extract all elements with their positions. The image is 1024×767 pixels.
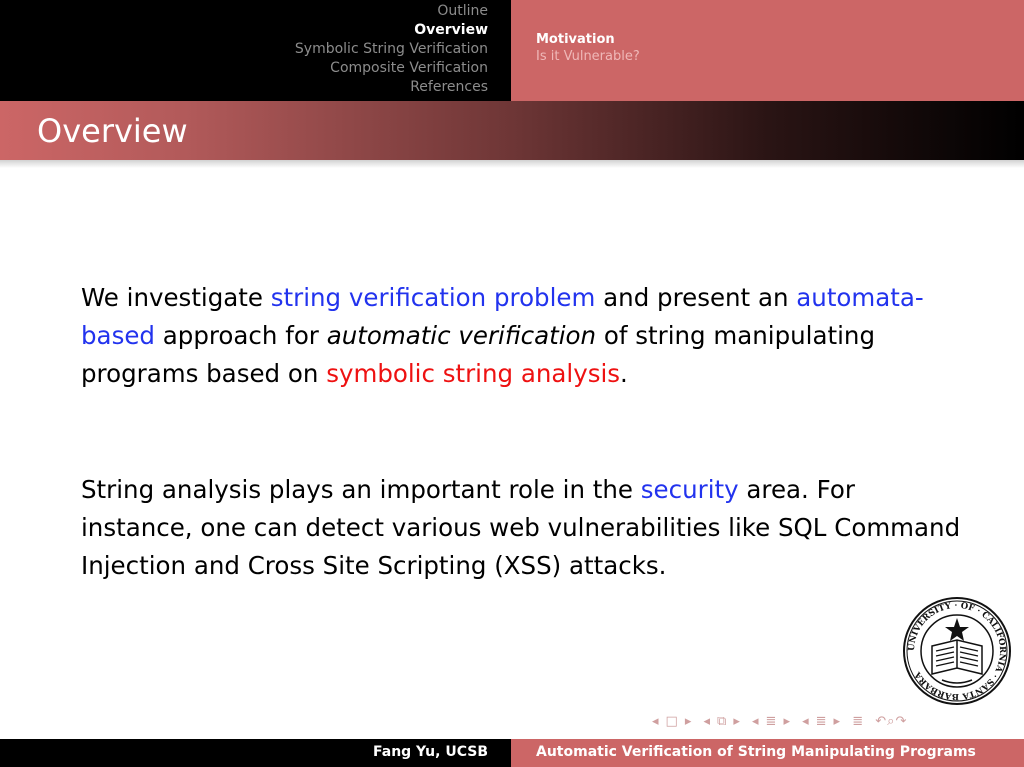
prev-document-arrow-icon[interactable]: ◂ — [802, 714, 810, 729]
nav-section-overview[interactable]: Overview — [414, 22, 488, 38]
text: approach for — [154, 321, 327, 350]
prev-frame-arrow-icon[interactable]: ◂ — [652, 714, 660, 729]
align-icon[interactable]: ≣ — [852, 714, 865, 729]
text: and present an — [595, 283, 797, 312]
seal-ring-text: UNIVERSITY · OF · CALIFORNIA · SANTA BARBARA — [906, 600, 1008, 702]
paragraph-security — [81, 471, 961, 585]
subsection-list — [536, 31, 640, 65]
nav-section-outline[interactable]: Outline — [437, 3, 488, 19]
nav-subsection-motivation[interactable]: Motivation — [536, 32, 615, 47]
prev-subsection-arrow-icon[interactable]: ◂ — [703, 714, 712, 729]
search-back-forward-icon[interactable]: ↶⌕↷ — [875, 714, 908, 729]
subsection-navigation — [511, 0, 1024, 101]
footer-short-title: Automatic Verification of String Manipulating Programs — [536, 744, 976, 760]
next-section-arrow-icon[interactable]: ▸ — [783, 714, 791, 729]
highlight-automata-based: automata-based — [81, 283, 924, 350]
emphasis-automatic-verification: automatic verification — [326, 321, 597, 350]
nav-section-symbolic-string-verification[interactable]: Symbolic String Verification — [294, 41, 488, 57]
text: String analysis plays an important role in the — [81, 475, 641, 504]
text: area. For instance, one can detect various web vulnerabilities like SQL Command Injection and Cross Site Scripting (XSS) attacks. — [81, 475, 961, 580]
frame-title-bar — [0, 101, 1024, 160]
frame-title: Overview — [37, 112, 188, 150]
frame-icon[interactable]: □ — [665, 714, 679, 729]
footer-title-box — [511, 739, 1024, 767]
section-navigation — [0, 0, 511, 101]
text: of string manipulating programs based on — [81, 321, 875, 388]
next-subsection-arrow-icon[interactable]: ▸ — [733, 714, 741, 729]
prev-section-arrow-icon[interactable]: ◂ — [752, 714, 760, 729]
subsection-icon[interactable]: ⧉ — [717, 714, 728, 729]
next-frame-arrow-icon[interactable]: ▸ — [684, 714, 693, 729]
document-icon[interactable]: ≣ — [815, 714, 828, 729]
section-icon[interactable]: ≣ — [765, 714, 778, 729]
nav-section-references[interactable]: References — [410, 79, 488, 95]
footer-author: Fang Yu, UCSB — [373, 744, 488, 760]
footer-author-box — [0, 739, 511, 767]
section-list — [295, 2, 488, 97]
title-shadow — [0, 160, 1024, 168]
nav-section-composite-verification[interactable]: Composite Verification — [330, 60, 488, 76]
university-seal-logo — [902, 596, 1012, 706]
next-document-arrow-icon[interactable]: ▸ — [833, 714, 842, 729]
highlight-security: security — [640, 475, 739, 504]
text: . — [620, 359, 628, 388]
alert-symbolic-string-analysis: symbolic string analysis — [326, 359, 621, 388]
beamer-navigation-symbols — [652, 714, 913, 729]
paragraph-overview — [81, 279, 961, 393]
highlight-string-verification-problem: string verification problem — [270, 283, 596, 312]
nav-subsection-is-it-vulnerable[interactable]: Is it Vulnerable? — [536, 49, 640, 64]
text: We investigate — [81, 283, 271, 312]
